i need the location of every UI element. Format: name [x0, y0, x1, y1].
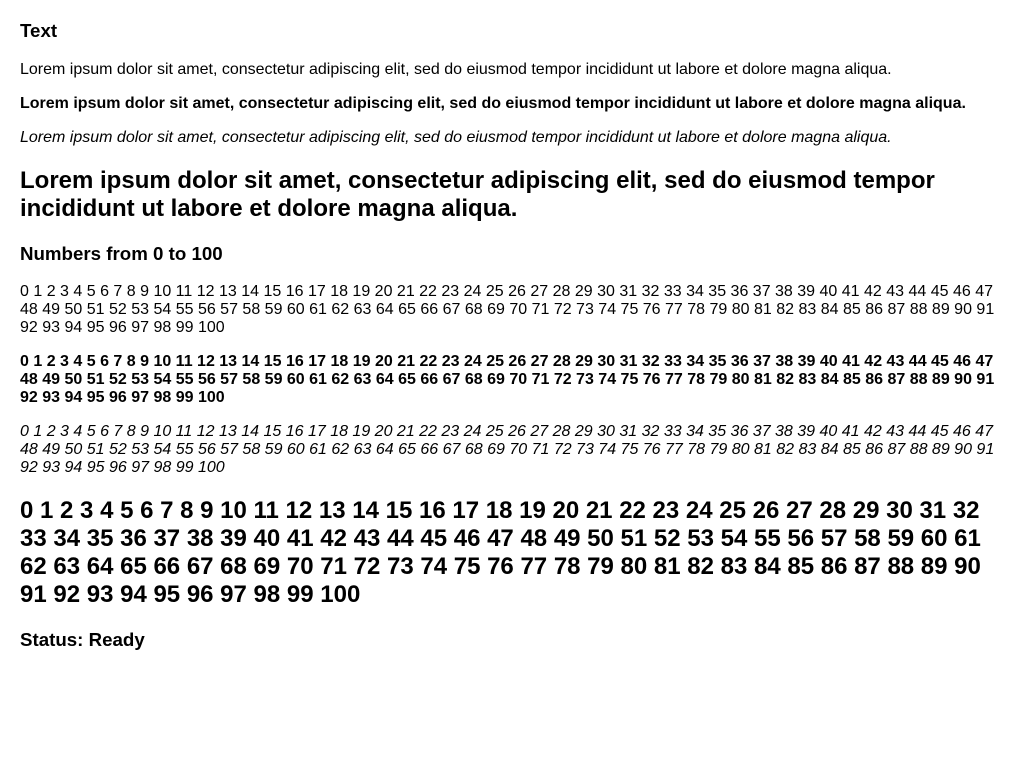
- section-title-numbers: Numbers from 0 to 100: [20, 242, 223, 264]
- status-text: Status: Ready: [20, 629, 145, 650]
- lorem-heading-large: Lorem ipsum dolor sit amet, consectetur adipiscing elit, sed do eiusmod tempor incididunt ut labore et dolore magna aliqua.: [20, 166, 935, 222]
- lorem-paragraph-italic: Lorem ipsum dolor sit amet, consectetur adipiscing elit, sed do eiusmod tempor incididunt ut labore et dolore magna aliqua.: [20, 128, 892, 146]
- page: [20, 20, 1004, 651]
- numbers-paragraph-bold: 0 1 2 3 4 5 6 7 8 9 10 11 12 13 14 15 16 17 18 19 20 21 22 23 24 25 26 27 28 29 30 31 32 33 34 35 36 37 38 39 40 41 42 43 44 45 46 47 48 49 50 51 52 53 54 55 56 57 58 59 60 61 62 63 64 65 66 67 68 69 70 71 72 73 74 75 76 77 78 79 80 81 82 83 84 85 86 87 88 89 90 91 92 93 94 95 96 97 98 99 100: [20, 353, 995, 407]
- numbers-paragraph-regular: 0 1 2 3 4 5 6 7 8 9 10 11 12 13 14 15 16 17 18 19 20 21 22 23 24 25 26 27 28 29 30 31 32 33 34 35 36 37 38 39 40 41 42 43 44 45 46 47 48 49 50 51 52 53 54 55 56 57 58 59 60 61 62 63 64 65 66 67 68 69 70 71 72 73 74 75 76 77 78 79 80 81 82 83 84 85 86 87 88 89 90 91 92 93 94 95 96 97 98 99 100: [20, 283, 995, 337]
- lorem-paragraph-regular: Lorem ipsum dolor sit amet, consectetur adipiscing elit, sed do eiusmod tempor incididunt ut labore et dolore magna aliqua.: [20, 60, 892, 78]
- section-title-text: Text: [20, 20, 58, 41]
- numbers-heading-large: 0 1 2 3 4 5 6 7 8 9 10 11 12 13 14 15 16 17 18 19 20 21 22 23 24 25 26 27 28 29 30 31 32 33 34 35 36 37 38 39 40 41 42 43 44 45 46 47 48 49 50 51 52 53 54 55 56 57 58 59 60 61 62 63 64 65 66 67 68 69 70 71 72 73 74 75 76 77 78 79 80 81 82 83 84 85 86 87 88 89 90 91 92 93 94 95 96 97 98 99 100: [20, 497, 981, 609]
- numbers-paragraph-italic: 0 1 2 3 4 5 6 7 8 9 10 11 12 13 14 15 16 17 18 19 20 21 22 23 24 25 26 27 28 29 30 31 32 33 34 35 36 37 38 39 40 41 42 43 44 45 46 47 48 49 50 51 52 53 54 55 56 57 58 59 60 61 62 63 64 65 66 67 68 69 70 71 72 73 74 75 76 77 78 79 80 81 82 83 84 85 86 87 88 89 90 91 92 93 94 95 96 97 98 99 100: [20, 423, 995, 477]
- lorem-paragraph-bold: Lorem ipsum dolor sit amet, consectetur adipiscing elit, sed do eiusmod tempor incididunt ut labore et dolore magna aliqua.: [20, 94, 966, 112]
